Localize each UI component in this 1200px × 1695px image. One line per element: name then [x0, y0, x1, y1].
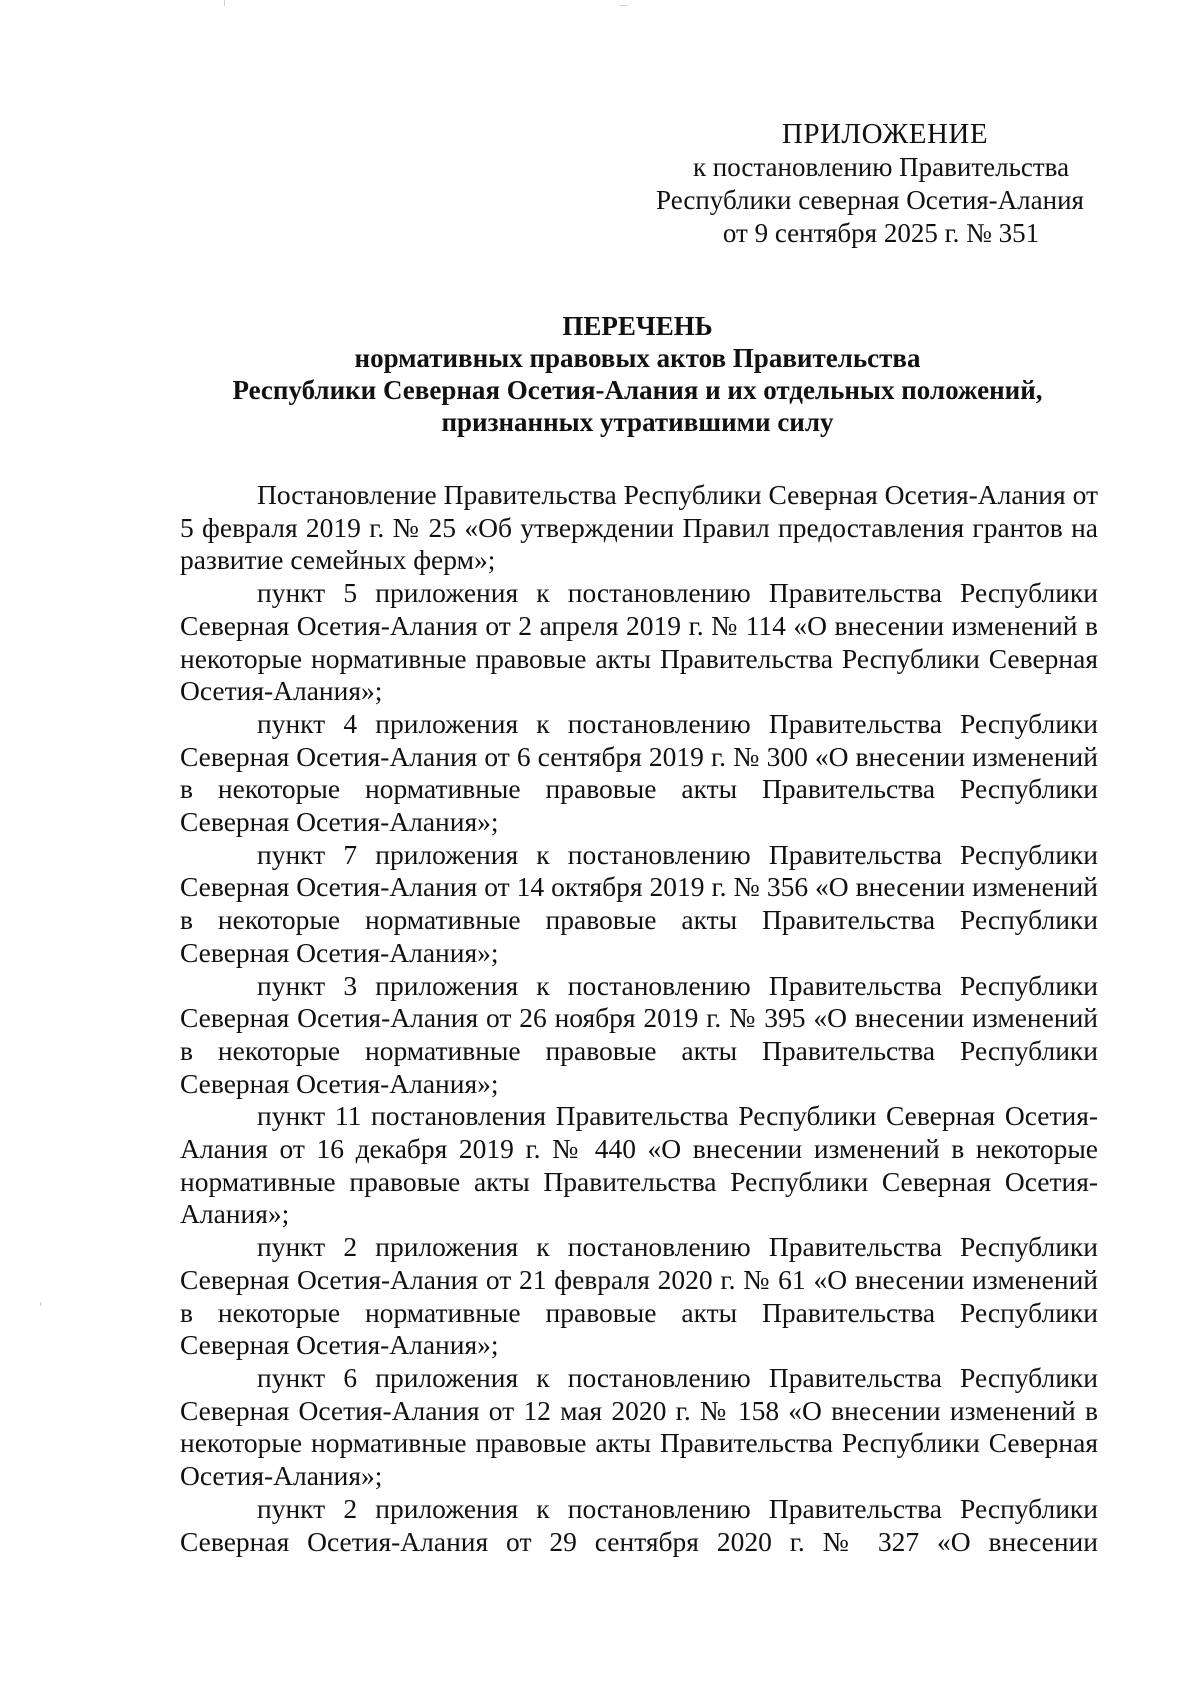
- document-body: [180, 479, 1098, 1558]
- list-item: пункт 4 приложения к постановлению Правительства Республики Северная Осетия-Алания от 6 сентября 2019 г. № 300 «О внесении изменений в некоторые нормативные правовые акты Правительства Республики Северная Осетия-Алания»;: [180, 707, 1098, 838]
- scan-mark-top-left: [224, 0, 225, 6]
- list-item: пункт 11 постановления Правительства Республики Северная Осетия-Алания от 16 декабря 2019 г. № 440 «О внесении изменений в некоторые нормативные правовые акты Правительства Республики Северная Осетия-Алания»;: [180, 1100, 1098, 1230]
- list-item: пункт 6 приложения к постановлению Правительства Республики Северная Осетия-Алания от 12 мая 2020 г. № 158 «О внесении изменений в некоторые нормативные правовые акты Правительства Республики Северная Осетия-Алания»;: [180, 1361, 1098, 1492]
- list-item: пункт 2 приложения к постановлению Правительства Республики Северная Осетия-Алания от 21 февраля 2020 г. № 61 «О внесении изменений в некоторые нормативные правовые акты Правительства Республики Северная Осетия-Алания»;: [180, 1231, 1098, 1361]
- list-item: пункт 7 приложения к постановлению Правительства Республики Северная Осетия-Алания от 14 октября 2019 г. № 356 «О внесении изменений в некоторые нормативные правовые акты Правительства Республики Северная Осетия-Алания»;: [180, 838, 1098, 968]
- scan-mark-top-center: [620, 5, 627, 6]
- heading-line-repealed: признанных утратившими силу: [441, 407, 834, 437]
- list-item: Постановление Правительства Республики Северная Осетия-Алания от 5 февраля 2019 г. № 25 «Об утверждении Правил предоставления грантов на развитие семейных ферм»;: [180, 479, 1098, 576]
- appendix-header: [640, 118, 1100, 250]
- scan-mark-left: [40, 1302, 41, 1306]
- list-item: пункт 5 приложения к постановлению Правительства Республики Северная Осетия-Алания от 2 апреля 2019 г. № 114 «О внесении изменений в некоторые нормативные правовые акты Правительства Республики Северная Осетия-Алания»;: [180, 577, 1098, 707]
- document-heading: [175, 310, 1100, 438]
- appendix-title: ПРИЛОЖЕНИЕ: [781, 118, 989, 150]
- heading-title: ПЕРЕЧЕНЬ: [562, 311, 713, 341]
- appendix-line-date-number: от 9 сентября 2025 г. № 351: [722, 218, 1040, 248]
- list-item: пункт 3 приложения к постановлению Правительства Республики Северная Осетия-Алания от 26 ноября 2019 г. № 395 «О внесении изменений в некоторые нормативные правовые акты Правительства Республики Северная Осетия-Алания»;: [180, 969, 1098, 1099]
- appendix-line-resolution: к постановлению Правительства: [692, 152, 1070, 182]
- appendix-line-republic: Республики северная Осетия-Алания: [656, 185, 1084, 215]
- heading-line-republic: Республики Северная Осетия-Алания и их отдельных положений,: [232, 375, 1043, 405]
- list-item: пункт 2 приложения к постановлению Правительства Республики Северная Осетия-Алания от 29 сентября 2020 г. № 327 «О внесении: [180, 1492, 1098, 1557]
- heading-line-acts: нормативных правовых актов Правительства: [354, 343, 921, 373]
